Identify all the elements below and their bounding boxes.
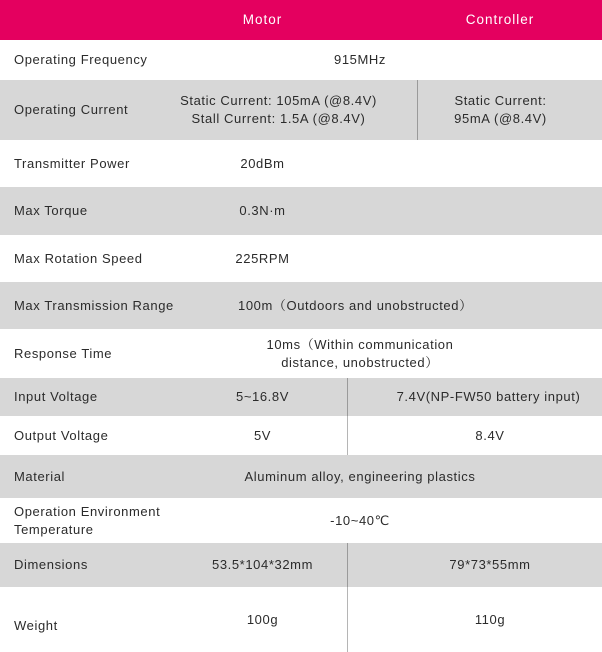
table-row: [0, 235, 602, 282]
table-row: [0, 416, 602, 455]
table-row: [0, 378, 602, 416]
controller-value: [418, 80, 583, 140]
row-value: -10~40℃: [330, 512, 390, 528]
row-value: Aluminum alloy, engineering plastics: [244, 468, 476, 484]
row-label: Response Time: [14, 345, 113, 361]
controller-value-line: 95mA (@8.4V): [454, 111, 547, 126]
column-divider: [347, 378, 348, 416]
row-value: 100m（Outdoors and unobstructed）: [238, 297, 473, 313]
row-label: Material: [14, 468, 66, 484]
header-controller: Controller: [465, 12, 535, 27]
row-value-line: distance, unobstructed）: [281, 354, 439, 370]
column-divider: [347, 543, 348, 587]
motor-value: 53.5*104*32mm: [211, 557, 314, 572]
motor-value: 100g: [246, 611, 279, 627]
table-row: [0, 543, 602, 587]
row-label: [14, 498, 204, 543]
motor-value-line: Stall Current: 1.5A (@8.4V): [191, 111, 366, 126]
controller-value: 7.4V(NP-FW50 battery input): [396, 389, 581, 404]
row-label: Operating Current: [14, 102, 129, 117]
row-value: 225RPM: [235, 250, 290, 266]
controller-value: 8.4V: [475, 427, 505, 443]
table-header: [0, 0, 602, 40]
table-row: [0, 140, 602, 187]
motor-value: [140, 80, 417, 140]
row-label-line: Temperature: [14, 521, 94, 537]
table-row: [0, 329, 602, 378]
row-label: Weight: [14, 617, 58, 633]
table-row: [0, 80, 602, 140]
row-label: Output Voltage: [14, 427, 109, 443]
row-label: Operating Frequency: [14, 52, 148, 67]
table-row: [0, 587, 602, 652]
row-label-line: Operation Environment: [14, 503, 161, 519]
column-divider: [347, 587, 348, 652]
motor-value-line: Static Current: 105mA (@8.4V): [180, 93, 377, 108]
table-row: [0, 455, 602, 498]
row-label: Max Torque: [14, 203, 88, 218]
row-label: Transmitter Power: [14, 155, 130, 171]
header-motor: Motor: [242, 12, 283, 27]
row-value: 0.3N·m: [239, 203, 286, 218]
row-label: Max Transmission Range: [14, 297, 174, 313]
row-value: 915MHz: [333, 52, 386, 67]
controller-value: 79*73*55mm: [449, 557, 531, 572]
motor-value: 5V: [253, 427, 272, 443]
row-label: Max Rotation Speed: [14, 250, 143, 266]
table-row: [0, 40, 602, 80]
motor-value: 5~16.8V: [236, 389, 289, 404]
controller-value: 110g: [474, 611, 506, 627]
table-row: [0, 282, 602, 329]
table-row: [0, 498, 602, 543]
controller-value-line: Static Current:: [454, 93, 547, 108]
column-divider: [347, 416, 348, 455]
row-label: Input Voltage: [14, 389, 98, 404]
row-label: Dimensions: [14, 557, 88, 572]
row-value: 20dBm: [240, 155, 285, 171]
table-row: [0, 187, 602, 235]
row-value: [220, 329, 500, 378]
row-value-line: 10ms（Within communication: [266, 336, 454, 352]
